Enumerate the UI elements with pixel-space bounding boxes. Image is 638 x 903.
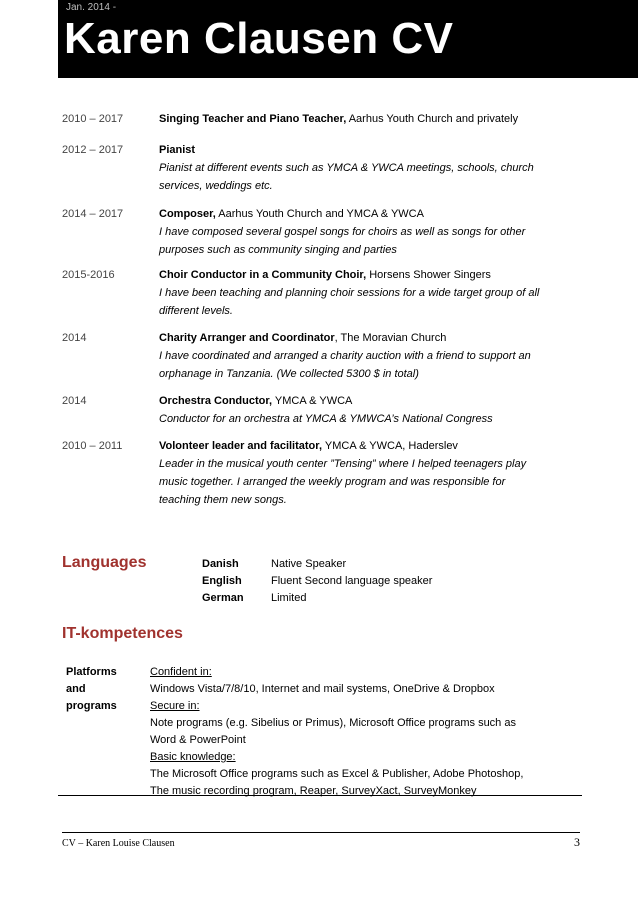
page-footer <box>62 832 580 849</box>
entry-description-line: different levels. <box>159 305 233 317</box>
it-heading: IT-kompetences <box>62 625 183 642</box>
entry-role: Composer, <box>159 208 216 220</box>
language-name: German <box>202 592 244 604</box>
language-name: Danish <box>202 558 239 570</box>
entry-description-line: orphanage in Tanzania. (We collected 5300 $ in total) <box>159 368 419 380</box>
entry-description-line: music together. I arranged the weekly program and was responsible for <box>159 476 506 488</box>
entry-description-line: Pianist at different events such as YMCA & YWCA meetings, schools, church <box>159 162 534 174</box>
entry-organization: Horsens Shower Singers <box>366 269 491 281</box>
it-category-label <box>66 663 138 714</box>
it-label-line: Platforms <box>66 666 117 678</box>
it-competences-table <box>58 661 582 796</box>
entry-years: 2012 – 2017 <box>62 144 124 156</box>
secure-line: Word & PowerPoint <box>150 734 246 746</box>
secure-heading: Secure in: <box>150 700 200 712</box>
entry-description-line: services, weddings etc. <box>159 180 273 192</box>
entry-description-line: I have been teaching and planning choir sessions for a wide target group of all <box>159 287 540 299</box>
entry-description-line: I have composed several gospel songs for choirs as well as songs for other <box>159 226 526 238</box>
basic-heading: Basic knowledge: <box>150 751 236 763</box>
basic-line: The Microsoft Office programs such as Excel & Publisher, Adobe Photoshop, <box>150 768 524 780</box>
footer-text: CV – Karen Louise Clausen <box>62 838 175 849</box>
entry-years: 2014 <box>62 395 87 407</box>
title-banner <box>58 0 638 78</box>
entry-role: Pianist <box>159 144 196 156</box>
entry-years: 2015-2016 <box>62 269 115 281</box>
entry-years: 2010 – 2017 <box>62 113 124 125</box>
basic-line: The music recording program, Reaper, SurveyXact, SurveyMonkey <box>150 785 477 797</box>
entry-description-line: teaching them new songs. <box>159 494 287 506</box>
page-title: Karen Clausen CV <box>64 14 454 63</box>
entry-description-line: I have coordinated and arranged a charity auction with a friend to support an <box>159 350 531 362</box>
entry-role: Singing Teacher and Piano Teacher, <box>159 113 347 125</box>
entry-organization: YMCA & YWCA <box>272 395 353 407</box>
confident-heading: Confident in: <box>150 666 212 678</box>
entry-role: Orchestra Conductor, <box>159 395 273 407</box>
entry-role: Volonteer leader and facilitator, <box>159 440 323 452</box>
language-name: English <box>202 575 242 587</box>
page-number: 3 <box>574 835 580 849</box>
entry-years: 2014 – 2017 <box>62 208 124 220</box>
entry-description-line: purposes such as community singing and parties <box>159 244 397 256</box>
it-details <box>150 663 570 799</box>
entry-organization: YMCA & YWCA, Haderslev <box>322 440 458 452</box>
it-label-line: programs <box>66 700 117 712</box>
entry-description-line: Leader in the musical youth center ”Tensing” where I helped teenagers play <box>159 458 527 470</box>
entry-organization: Aarhus Youth Church and privately <box>346 113 519 125</box>
entry-role: Charity Arranger and Coordinator <box>159 332 335 344</box>
language-level: Fluent Second language speaker <box>271 575 433 587</box>
entry-role: Choir Conductor in a Community Choir, <box>159 269 367 281</box>
header-date: Jan. 2014 - <box>66 2 117 13</box>
languages-heading: Languages <box>62 554 147 571</box>
confident-line: Windows Vista/7/8/10, Internet and mail systems, OneDrive & Dropbox <box>150 683 495 695</box>
secure-line: Note programs (e.g. Sibelius or Primus), Microsoft Office programs such as <box>150 717 516 729</box>
language-level: Native Speaker <box>271 558 347 570</box>
entry-organization: Aarhus Youth Church and YMCA & YWCA <box>215 208 424 220</box>
entry-years: 2014 <box>62 332 87 344</box>
entry-organization: , The Moravian Church <box>334 332 447 344</box>
entry-description-line: Conductor for an orchestra at YMCA & YMWCA’s National Congress <box>159 413 493 425</box>
language-level: Limited <box>271 592 307 604</box>
entry-years: 2010 – 2011 <box>62 440 123 452</box>
it-label-line: and <box>66 683 86 695</box>
